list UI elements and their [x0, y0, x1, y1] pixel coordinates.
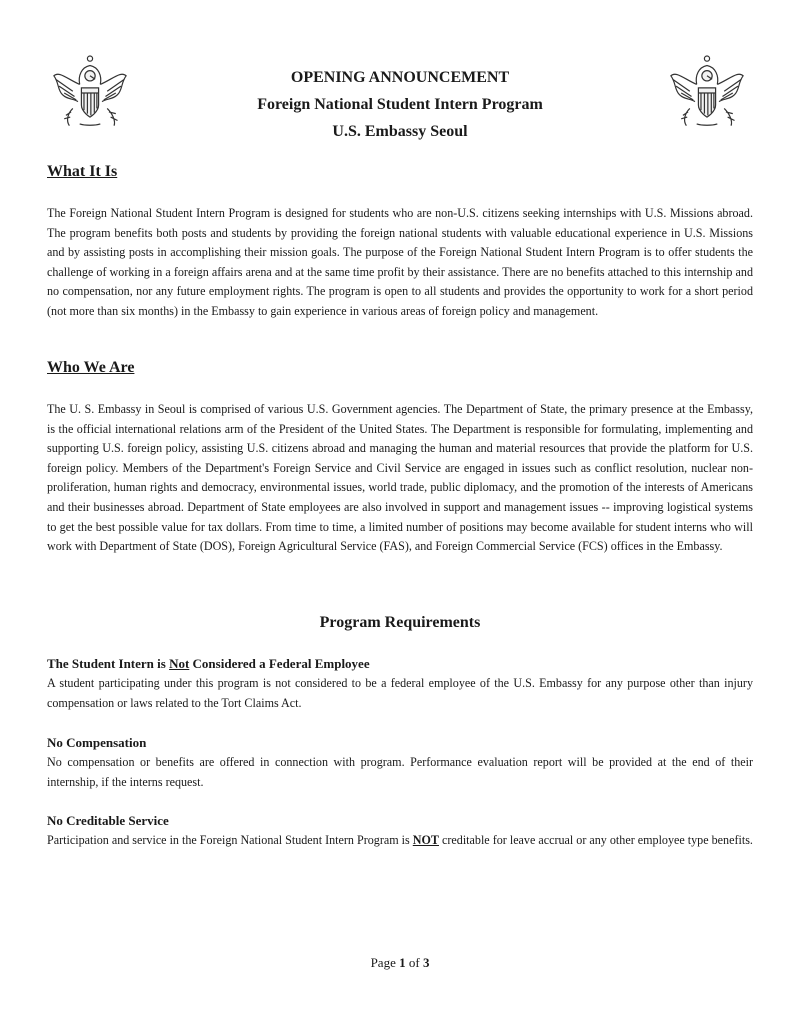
requirement-no-creditable-service	[47, 811, 753, 851]
document-header	[0, 64, 800, 145]
requirement-title-emphasis: Not	[169, 656, 190, 671]
requirement-body	[47, 831, 753, 851]
page-label: Page	[370, 955, 396, 970]
what-it-is-paragraph: The Foreign National Student Intern Program is designed for students who are non-U.S. citizens seeking internships with U.S. Missions abroad. The program benefits both posts and students by providing the foreign national students with valuable educational experience in U.S. Missions and by assisting posts in accomplishing their mission goals. The purpose of the Foreign National Student Intern Program is to offer students the challenge of working in a foreign affairs arena and at the same time profit by their assistance. There are no benefits attached to this internship and no compensation, nor any future employment rights. The program is open to all students and provides the opportunity to work for a short period (not more than six months) in the Embassy to gain experience in various areas of foreign policy and management.	[47, 206, 753, 318]
requirement-body: A student participating under this program is not considered to be a federal employee of the U.S. Embassy for any purpose other than injury compensation or laws related to the Tort Claims Act.	[47, 676, 753, 710]
requirement-title: No Compensation	[47, 735, 147, 750]
total-pages: 3	[422, 955, 430, 970]
requirement-federal-employee	[47, 654, 753, 713]
section-what-it-is	[47, 204, 753, 322]
requirement-title: No Creditable Service	[47, 813, 169, 828]
current-page: 1	[399, 955, 406, 970]
who-we-are-paragraph: The U. S. Embassy in Seoul is comprised of various U.S. Government agencies. The Department of State, the primary presence at the Embassy, is the official international relations arm of the President of the United States. The Department is responsible for formulating, implementing and supporting U.S. foreign policy, assisting U.S. citizens abroad and managing the human and material resources that provide the platform for U.S. foreign policy. Members of the Department's Foreign Service and Civil Service are engaged in issues such as conflict resolution, nuclear non-proliferation, human rights and democracy, environmental issues, world trade, public diplomacy, and the promotion of the interests of Americans and their businesses abroad. Department of State employees are also involved in support and management issues -- improving logistical systems to get the best possible value for tax dollars. From time to time, a limited number of positions may become available for student interns who will work with Department of State (DOS), Foreign Agricultural Service (FAS), and Foreign Commercial Service (FCS) offices in the Embassy.	[47, 402, 753, 554]
program-title: Foreign National Student Intern Program	[257, 96, 543, 113]
page-number	[0, 955, 800, 971]
requirement-body-emphasis: NOT	[412, 833, 439, 847]
embassy-title: U.S. Embassy Seoul	[332, 123, 468, 140]
section-heading-program-requirements: Program Requirements	[319, 614, 481, 631]
requirement-body-text: creditable for leave accrual or any other employee type benefits.	[438, 833, 753, 847]
requirement-title	[47, 654, 753, 674]
section-heading-what-it-is: What It Is	[47, 163, 118, 180]
requirement-title-text: Considered a Federal Employee	[189, 656, 370, 671]
requirement-body-text: Participation and service in the Foreign National Student Intern Program is	[47, 833, 413, 847]
announcement-title: OPENING ANNOUNCEMENT	[290, 69, 510, 86]
requirement-no-compensation	[47, 733, 753, 792]
page-of-label: of	[408, 955, 420, 970]
requirement-title-text: The Student Intern is	[47, 656, 170, 671]
section-heading-who-we-are: Who We Are	[47, 359, 135, 376]
requirement-body: No compensation or benefits are offered in connection with program. Performance evaluation report will be provided at the end of their internship, if the interns request.	[47, 755, 753, 789]
section-who-we-are	[47, 400, 753, 557]
